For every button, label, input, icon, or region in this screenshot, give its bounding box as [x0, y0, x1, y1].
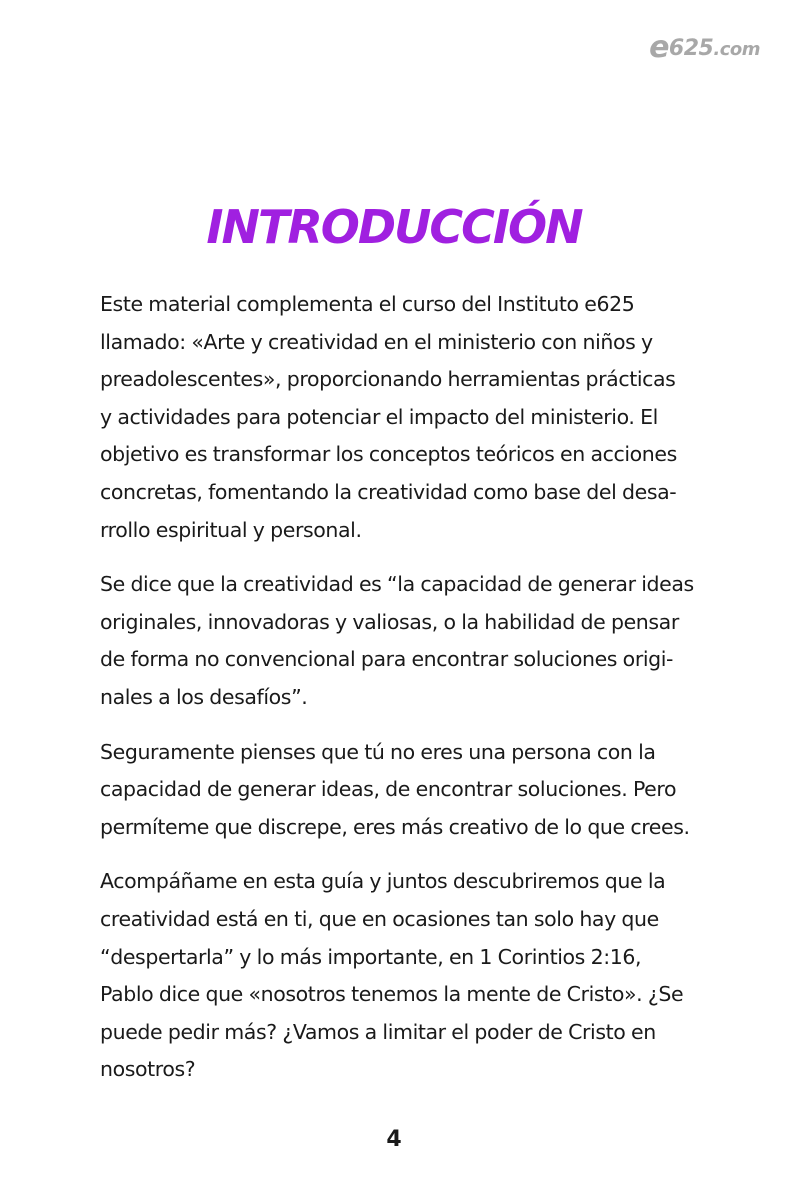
paragraph-1	[100, 286, 700, 549]
text-line: objetivo es transformar los conceptos teóricos en acciones	[100, 442, 677, 467]
text-line: preadolescentes», proporcionando herramientas prácticas	[100, 367, 676, 392]
body-text	[100, 286, 700, 1106]
chapter-title: INTRODUCCIÓN	[206, 200, 582, 254]
publisher-logo	[649, 30, 760, 65]
text-line: de forma no convencional para encontrar soluciones origi-	[100, 647, 674, 672]
text-line: Se dice que la creatividad es “la capacidad de generar ideas	[100, 572, 694, 597]
text-line: originales, innovadoras y valiosas, o la habilidad de pensar	[100, 609, 679, 634]
text-line: Seguramente pienses que tú no eres una persona con la	[100, 739, 656, 764]
text-line: Acompáñame en esta guía y juntos descubriremos que la	[100, 869, 666, 894]
paragraph-3	[100, 734, 700, 847]
paragraph-4	[100, 863, 700, 1089]
logo-number: 625	[668, 36, 714, 61]
text-line: creatividad está en ti, que en ocasiones tan solo hay que	[100, 906, 659, 931]
logo-suffix: .com	[713, 39, 760, 60]
text-line: y actividades para potenciar el impacto del ministerio. El	[100, 404, 658, 429]
text-line: concretas, fomentando la creatividad como base del desa-	[100, 479, 677, 504]
page-number: 4	[386, 1127, 402, 1152]
text-line: rrollo espiritual y personal.	[100, 517, 362, 542]
text-line: nosotros?	[100, 1057, 196, 1082]
text-line: puede pedir más? ¿Vamos a limitar el poder de Cristo en	[100, 1019, 656, 1044]
paragraph-2	[100, 566, 700, 716]
text-line: nales a los desafíos”.	[100, 684, 308, 709]
text-line: capacidad de generar ideas, de encontrar soluciones. Pero	[100, 777, 677, 802]
logo-letter: e	[649, 30, 669, 65]
text-line: “despertarla” y lo más importante, en 1 Corintios 2:16,	[100, 944, 642, 969]
text-line: Este material complementa el curso del Instituto e625	[100, 292, 635, 316]
text-line: permíteme que discrepe, eres más creativo de lo que crees.	[100, 814, 690, 839]
text-line: Pablo dice que «nosotros tenemos la mente de Cristo». ¿Se	[100, 982, 684, 1007]
text-line: llamado: «Arte y creatividad en el ministerio con niños y	[100, 329, 653, 354]
